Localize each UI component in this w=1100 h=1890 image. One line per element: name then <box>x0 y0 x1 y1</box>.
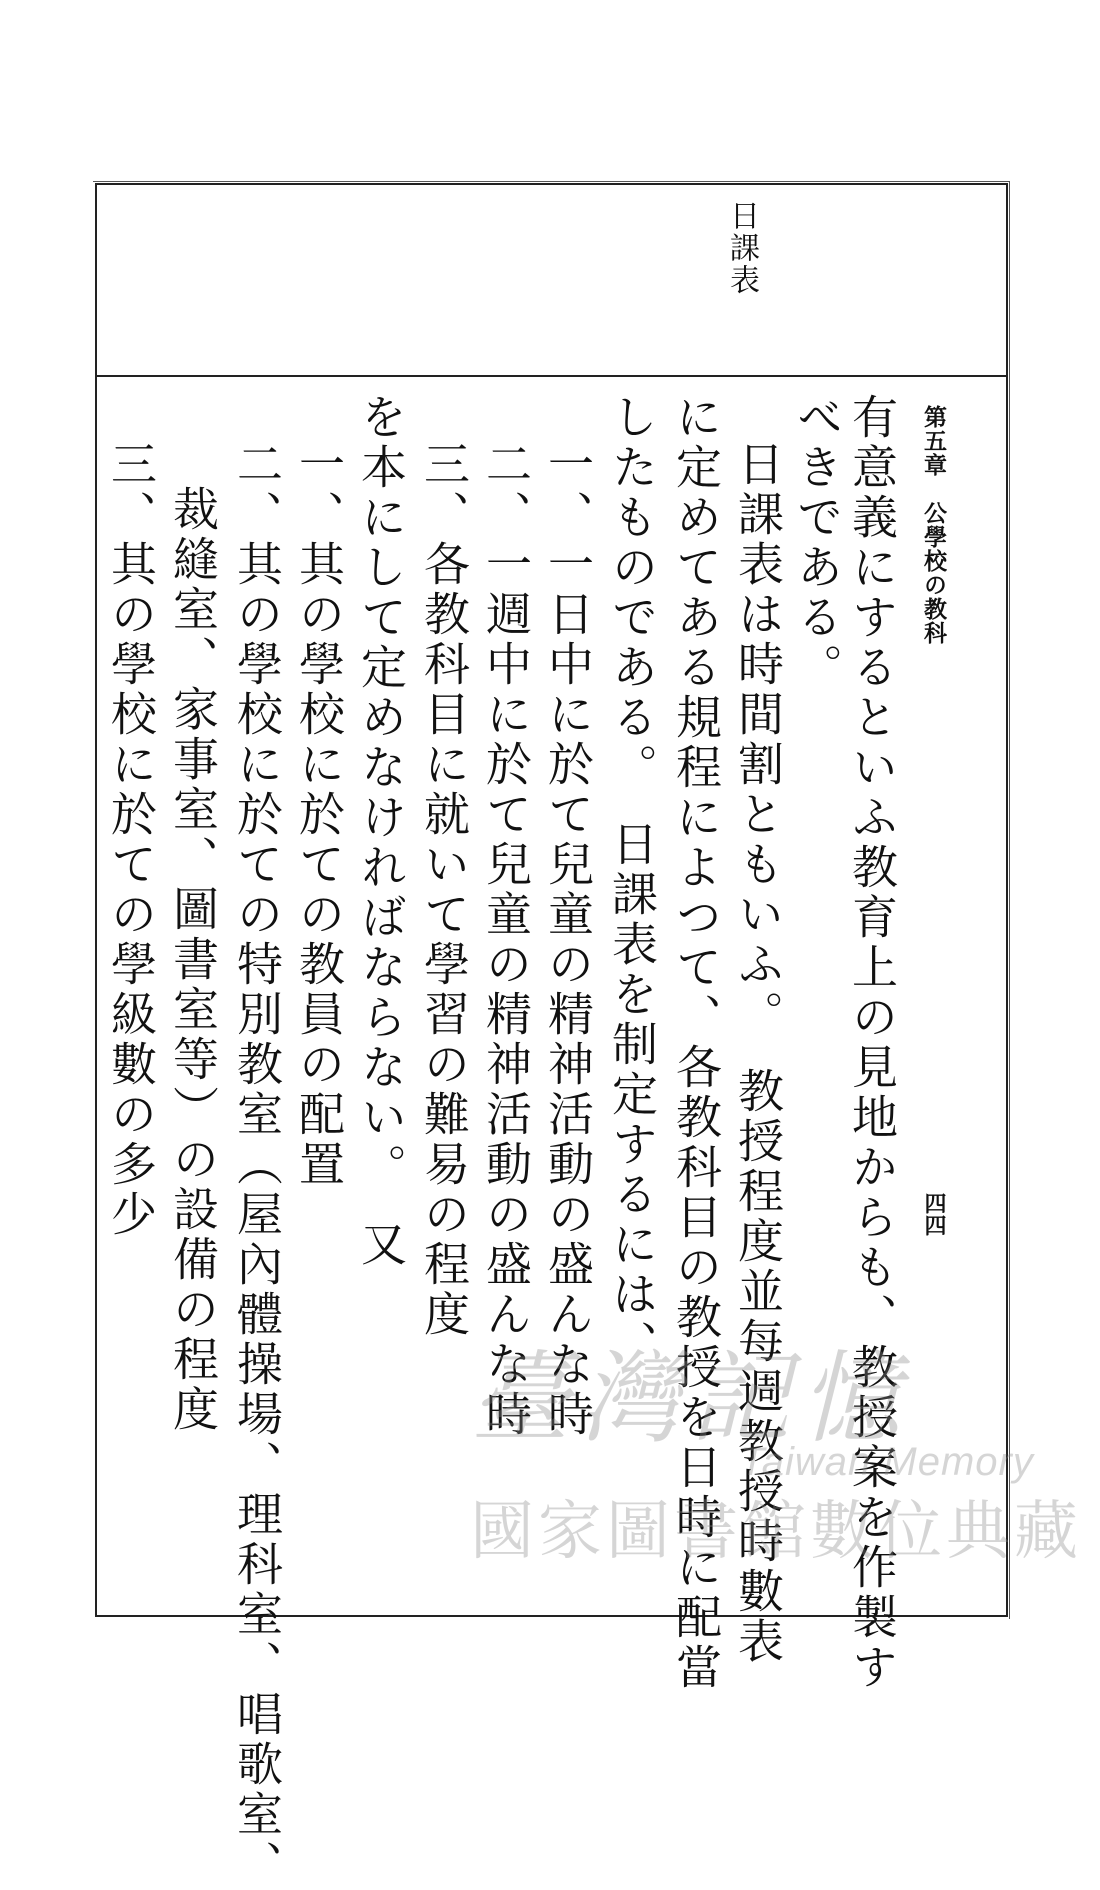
watermark-script: 臺灣記憶 <box>470 1340 910 1457</box>
text-line-1: 有意義にするといふ教育上の見地からも、教授案を作製す <box>845 393 899 1693</box>
text-line-9: を本にして定めなければならない。 又 <box>354 393 408 1270</box>
text-line-8: 三、各教科目に就いて學習の難易の程度 <box>417 440 471 1340</box>
page-number: 四四 <box>921 1192 947 1236</box>
text-line-7: 二、一週中に於て兒童の精神活動の盛んな時 <box>479 440 533 1440</box>
text-line-5: したものである。 日課表を制定するには、 <box>605 393 659 1370</box>
margin-note: 日課表 <box>724 200 759 296</box>
text-line-2: べきである。 <box>790 393 844 693</box>
text-line-12: 裁縫室、家事室、圖書室等）の設備の程度 <box>166 485 220 1435</box>
text-line-13: 三、其の學校に於ての學級數の多少 <box>104 440 158 1240</box>
watermark-english: Taiwan Memory <box>740 1440 1034 1484</box>
text-line-3: 日課表は時間割ともいふ。 教授程度並每週教授時數表 <box>731 440 785 1667</box>
running-head: 第五章 公學校の教科 <box>920 405 947 645</box>
watermark-library: 國家圖書館數位典藏 <box>470 1495 1082 1569</box>
text-line-6: 一、一日中に於て兒童の精神活動の盛んな時 <box>541 440 595 1440</box>
text-line-11: 二、其の學校に於ての特別教室（屋內體操場、理科室、唱歌室、 <box>230 440 284 1890</box>
text-line-10: 一、其の學校に於ての教員の配置 <box>292 440 346 1190</box>
header-divider <box>97 375 1006 377</box>
text-line-4: に定めてある規程によつて、各教科目の教授を日時に配當 <box>669 393 723 1693</box>
